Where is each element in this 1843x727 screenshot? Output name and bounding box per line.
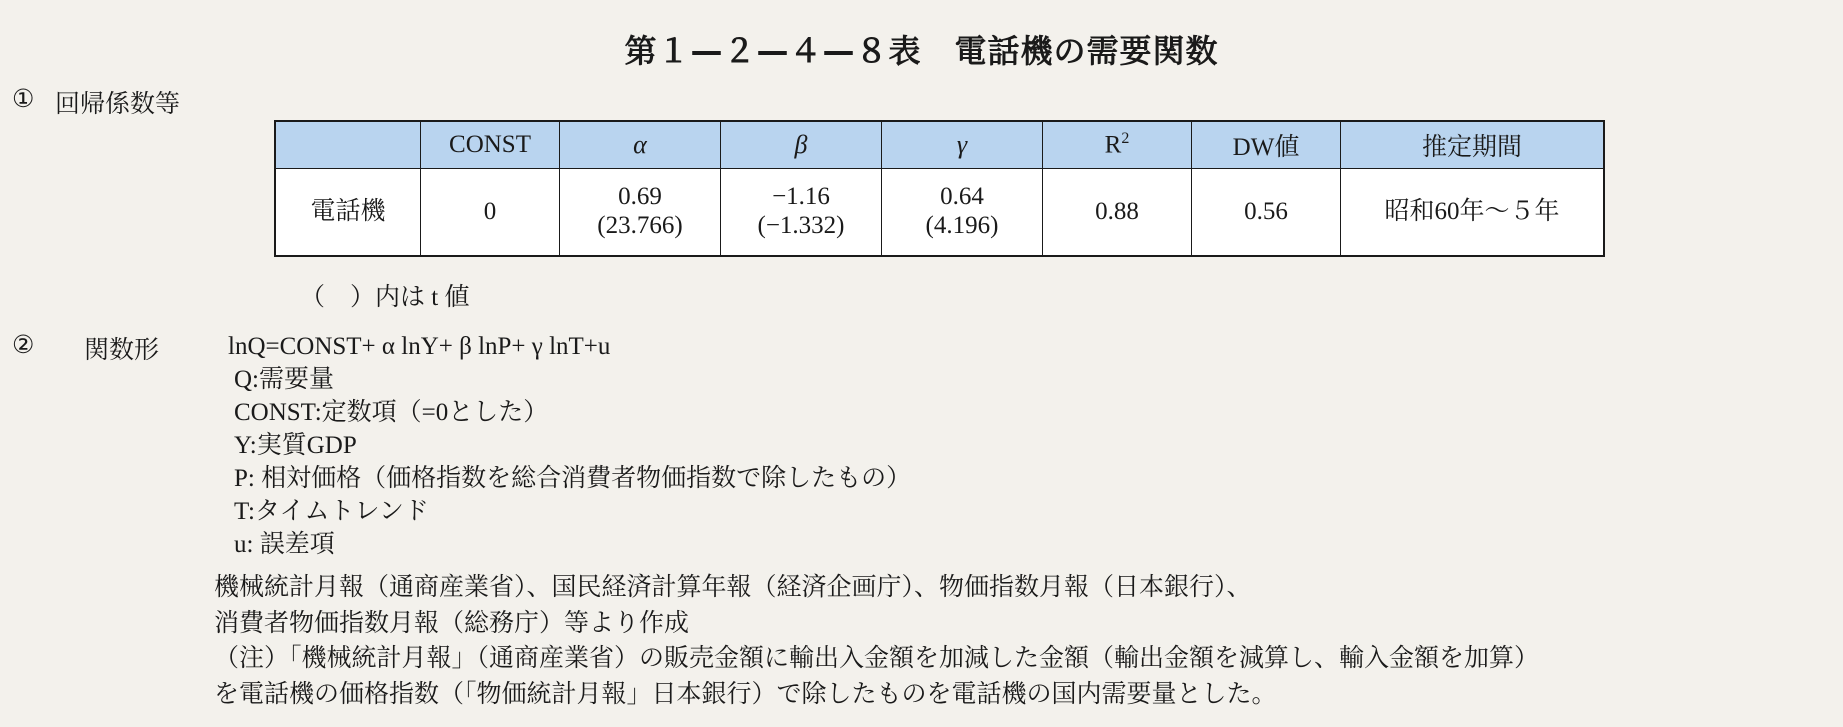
section-2-mark: ②	[12, 332, 35, 359]
table-footnote: （ ）内は t 値	[300, 284, 470, 311]
row-label-telephone: 電話機	[275, 169, 421, 257]
note-line-2: を電話機の価格指数（「物価統計月報」日本銀行）で除したものを電話機の国内需要量とした。	[214, 680, 1277, 708]
formula-equation: lnQ=CONST+ α lnY+ β lnP+ γ lnT+u	[228, 333, 611, 360]
cell-alpha	[560, 169, 721, 257]
column-header-blank	[275, 121, 421, 169]
cell-alpha-value: 0.69	[618, 183, 662, 211]
formula-definition-y: Y:実質GDP	[234, 432, 357, 459]
section-1-label: 回帰係数等	[55, 91, 181, 118]
table-header-row	[275, 121, 1604, 169]
cell-gamma-tvalue: (4.196)	[925, 212, 999, 239]
column-header-alpha: α	[560, 121, 721, 169]
cell-beta-tvalue: (−1.332)	[757, 212, 845, 239]
formula-definition-q: Q:需要量	[234, 366, 335, 393]
table-row	[275, 169, 1604, 257]
page-title: 第１—２—４—８表 電話機の需要関数	[624, 32, 1219, 70]
regression-table	[274, 120, 1605, 257]
cell-gamma-value: 0.64	[940, 183, 984, 211]
column-header-r-squared	[1043, 121, 1192, 169]
r-squared-exponent: 2	[1121, 130, 1130, 148]
formula-definition-u: u: 誤差項	[234, 531, 335, 558]
formula-definition-p: P: 相対価格（価格指数を総合消費者物価指数で除したもの）	[234, 465, 912, 492]
column-header-beta: β	[721, 121, 882, 169]
column-header-dw: DW値	[1192, 121, 1341, 169]
cell-beta-value: −1.16	[772, 183, 830, 211]
section-2-label: 関数形	[84, 337, 160, 364]
cell-period: 昭和60年〜５年	[1341, 169, 1605, 257]
source-notes	[214, 570, 1539, 712]
cell-r-squared: 0.88	[1043, 169, 1192, 257]
cell-dw: 0.56	[1192, 169, 1341, 257]
column-header-const: CONST	[421, 121, 560, 169]
r-squared-base: R	[1104, 131, 1122, 159]
cell-beta	[721, 169, 882, 257]
column-header-gamma: γ	[882, 121, 1043, 169]
cell-gamma	[882, 169, 1043, 257]
cell-const: 0	[421, 169, 560, 257]
column-header-period: 推定期間	[1341, 121, 1605, 169]
formula-definition-t: T:タイムトレンド	[234, 498, 429, 525]
source-line-2: 消費者物価指数月報（総務庁）等より作成	[214, 609, 690, 637]
cell-alpha-tvalue: (23.766)	[597, 212, 683, 239]
note-line-1: （注）「機械統計月報」（通商産業省）の販売金額に輸出入金額を加減した金額（輸出金額を減算し、輸入金額を加算）	[214, 645, 1540, 672]
regression-table-wrapper	[274, 120, 1605, 257]
source-line-1: 機械統計月報（通商産業省）、国民経済計算年報（経済企画庁）、物価指数月報（日本銀行）、	[214, 574, 1252, 601]
formula-block	[228, 330, 911, 561]
formula-definition-const: CONST:定数項（=0とした）	[234, 399, 549, 426]
section-1-mark: ①	[12, 86, 35, 113]
